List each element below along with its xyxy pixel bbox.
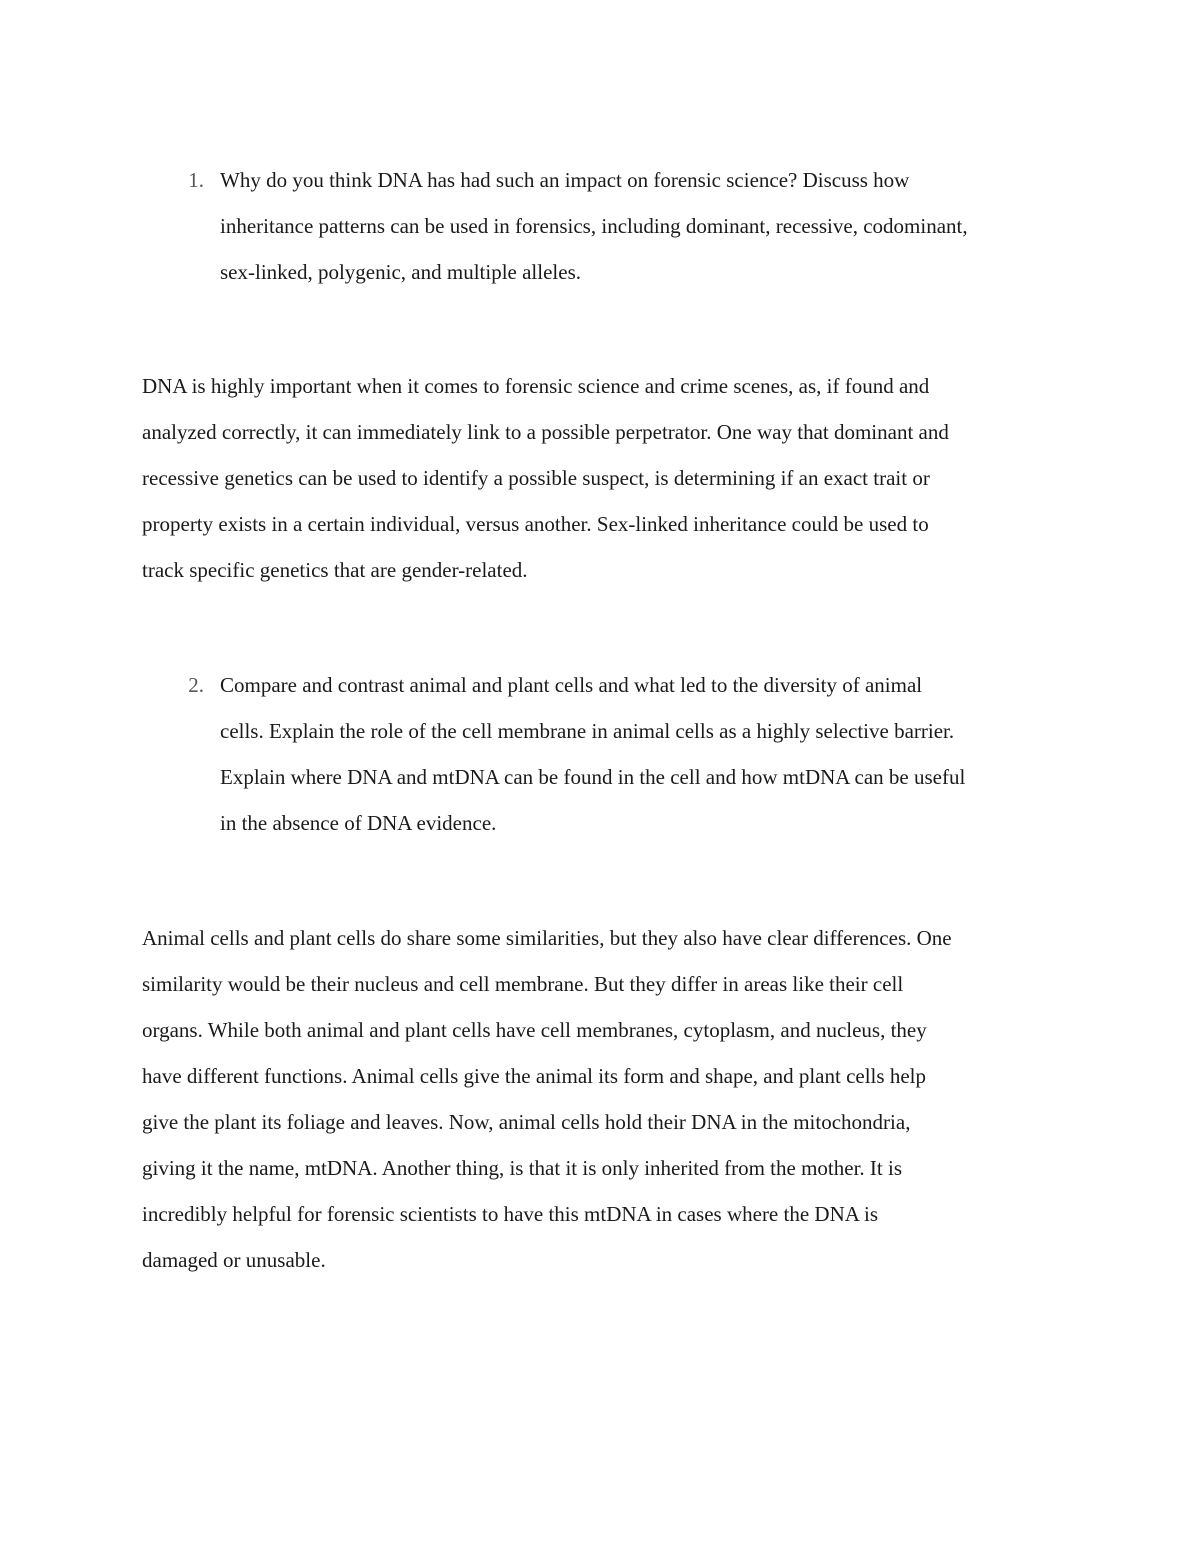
answer-line: damaged or unusable. (142, 1248, 326, 1272)
answer-line: similarity would be their nucleus and cell membrane. But they differ in areas like their cell (142, 972, 904, 996)
answer-1 (142, 363, 949, 593)
answer-line: organs. While both animal and plant cells have cell membranes, cytoplasm, and nucleus, they (142, 1018, 927, 1042)
question-line: sex-linked, polygenic, and multiple alleles. (220, 260, 581, 284)
question-number: 2. (188, 673, 204, 697)
question-line: inheritance patterns can be used in forensics, including dominant, recessive, codominant, (220, 214, 968, 238)
question-line: cells. Explain the role of the cell membrane in animal cells as a highly selective barrier. (220, 719, 955, 743)
answer-line: recessive genetics can be used to identify a possible suspect, is determining if an exact trait or (142, 466, 930, 490)
question-text (220, 157, 968, 295)
answer-line: give the plant its foliage and leaves. Now, animal cells hold their DNA in the mitochondria, (142, 1110, 911, 1134)
answer-line: giving it the name, mtDNA. Another thing, is that it is only inherited from the mother. It is (142, 1156, 902, 1180)
answer-line: track specific genetics that are gender-related. (142, 558, 528, 582)
question-line: Compare and contrast animal and plant cells and what led to the diversity of animal (220, 673, 923, 697)
question-line: Explain where DNA and mtDNA can be found in the cell and how mtDNA can be useful (220, 765, 966, 789)
question-text (220, 662, 965, 846)
answer-line: analyzed correctly, it can immediately link to a possible perpetrator. One way that dominant and (142, 420, 949, 444)
answer-line: property exists in a certain individual, versus another. Sex-linked inheritance could be used to (142, 512, 929, 536)
question-line: in the absence of DNA evidence. (220, 811, 497, 835)
answer-2 (142, 915, 952, 1283)
answer-line: DNA is highly important when it comes to forensic science and crime scenes, as, if found and (142, 374, 930, 398)
answer-line: incredibly helpful for forensic scientists to have this mtDNA in cases where the DNA is (142, 1202, 879, 1226)
question-number: 1. (188, 168, 204, 192)
answer-line: Animal cells and plant cells do share some similarities, but they also have clear differences. One (142, 926, 952, 950)
answer-line: have different functions. Animal cells give the animal its form and shape, and plant cells help (142, 1064, 926, 1088)
question-line: Why do you think DNA has had such an impact on forensic science? Discuss how (220, 168, 910, 192)
